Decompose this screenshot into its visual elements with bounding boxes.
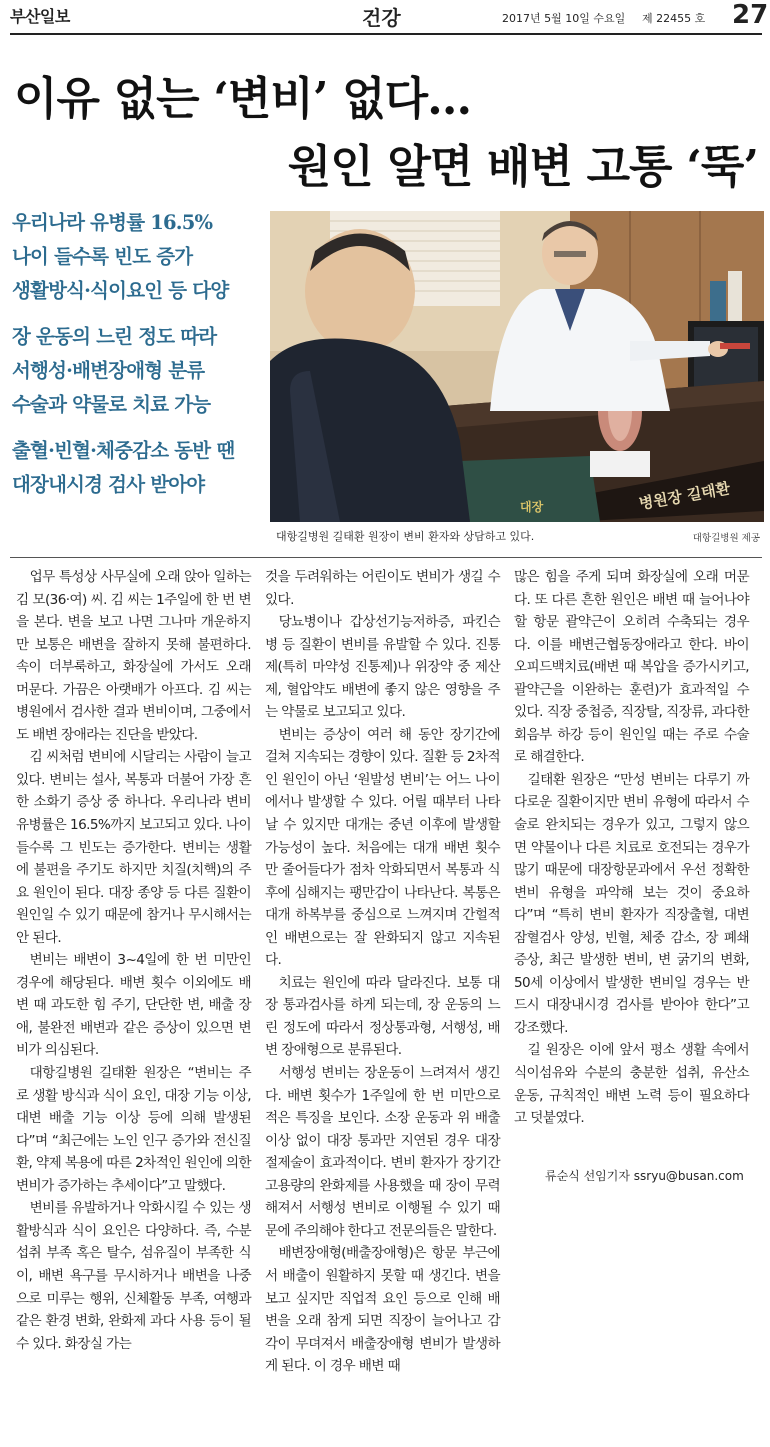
subhead-group bbox=[12, 434, 267, 502]
article-paragraph: 서행성 변비는 장운동이 느려져서 생긴다. 배변 횟수가 1주일에 한 번 미만으로 적은 특징을 보인다. 소장 운동과 위 배출 이상 없이 대장 통과만 지연된 경우 대장절제술이 효과적이다. 변비 환자가 장기간 고용량의 완화제를 사용했을 때 장이 무력해져서 서행성 변비로 이행될 수 있기 때문에 주의해야 한다고 전문의들은 말한다. bbox=[265, 1065, 500, 1239]
article-paragraph: 당뇨병이나 갑상선기능저하증, 파킨슨병 등 질환이 변비를 유발할 수 있다. 진통제(특히 마약성 진통제)나 위장약 중 제산제, 혈압약도 배변에 좋지 않은 영향을 주는 약물로 보고되고 있다. bbox=[265, 614, 500, 721]
headline-line-2: 원인 알면 배변 고통 ‘뚝’ bbox=[287, 140, 758, 193]
header-rule bbox=[10, 33, 762, 35]
article-paragraph: 변비는 배변이 3~4일에 한 번 미만인 경우에 해당된다. 배변 횟수 이외에도 배변 때 과도한 힘 주기, 단단한 변, 배출 장애, 불완전 배변과 같은 증상이 있으면 변비가 의심된다. bbox=[16, 952, 251, 1059]
article-column-2 bbox=[265, 566, 500, 1378]
article-paragraph: 치료는 원인에 따라 달라진다. 보통 대장 통과검사를 하게 되는데, 장 운동의 느린 정도에 따라서 정상통과형, 서행성, 배변 장애형으로 분류된다. bbox=[265, 974, 500, 1059]
issue-number: 제 22455 호 bbox=[642, 12, 706, 25]
article-paragraph: 대항길병원 길태환 원장은 “변비는 주로 생활 방식과 식이 요인, 대장 기능 이상, 대변 배출 기능 이상 등에 의해 발생된다”며 “최근에는 노인 인구 증가와 전신질환, 약제 복용에 따른 2차적인 원인에 의한 변비가 증가하는 추세이다”고 말했다. bbox=[16, 1065, 251, 1194]
article-column-1 bbox=[16, 566, 251, 1355]
paper-name: 부산일보 bbox=[10, 7, 70, 26]
section-rule bbox=[10, 557, 762, 558]
article-paragraph: 변비는 증상이 여러 해 동안 장기간에 걸쳐 지속되는 경향이 있다. 질환 등 2차적인 원인이 아닌 ‘원발성 변비’는 어느 나이에서나 발생할 수 있다. 어릴 때부터 나타날 수 있지만 대개는 중년 이후에 발생할 가능성이 높다. 처음에는 대개 배변 횟수만 줄어들다가 점차 악화되면서 복통과 식후에 심해지는 팽만감이 나타난다. 복통은 대개 하복부를 중심으로 느껴지며 간헐적인 배변으로는 잘 완화되지 않고 지속된다. bbox=[265, 726, 500, 969]
nameplate-text: 병원장 길태환 bbox=[637, 479, 732, 513]
article-paragraph: 김 씨처럼 변비에 시달리는 사람이 늘고 있다. 변비는 설사, 복통과 더불어 가장 흔한 소화기 증상 중 하나다. 우리나라 변비 유병률은 16.5%까지 보고되고 있다. 나이 들수록 그 빈도는 증가한다. 변비는 생활에 불편을 주기도 하지만 치질(치핵)의 주요 원인이 된다. 대장 종양 등 다른 질환이 원인일 수 있기 때문에 참거나 무시해서는 안 된다. bbox=[16, 749, 251, 946]
book-title-text: 대장 bbox=[520, 500, 544, 514]
article-paragraph: 길 원장은 이에 앞서 평소 생활 속에서 식이섬유와 수분의 충분한 섭취, 유산소 운동, 규칙적인 배변 노력 등이 필요하다고 덧붙였다. bbox=[514, 1042, 749, 1127]
subhead-group bbox=[12, 206, 267, 308]
subhead-line: 우리나라 유병률 16.5% bbox=[12, 211, 213, 234]
subhead-line: 장 운동의 느린 정도 따라 bbox=[12, 325, 217, 348]
subhead-line: 수술과 약물로 치료 가능 bbox=[12, 393, 211, 416]
article-paragraph: 업무 특성상 사무실에 오래 앉아 일하는 김 모(36·여) 씨. 김 씨는 1주일에 한 번 변을 본다. 변을 보고 나면 그나마 개운하지만 보통은 배변을 잘하지 못해 불편하다. 속이 더부룩하고, 화장실에 가서도 오래 머문다. 가끔은 아랫배가 아프다. 김 씨는 병원에서 검사한 결과 변비이며, 그중에서도 배변 장애라는 진단을 받았다. bbox=[16, 569, 251, 743]
issue-date: 2017년 5월 10일 수요일 bbox=[502, 12, 626, 25]
subhead-line: 서행성·배변장애형 분류 bbox=[12, 359, 205, 382]
subhead-line: 대장내시경 검사 받아야 bbox=[12, 473, 205, 496]
photo-credit: 대항길병원 제공 bbox=[692, 533, 760, 544]
article-paragraph: 길태환 원장은 “만성 변비는 다루기 까다로운 질환이지만 변비 유형에 따라서 수술로 완치되는 경우가 있고, 그렇지 않으면 약물이나 다른 치료로 호전되는 경우가 많기 때문에 대장항문과에서 우선 정확한 변비 유형을 파악해 보는 것이 중요하다”며 “특히 변비 환자가 직장출혈, 대변잠혈검사 양성, 빈혈, 체중 감소, 장 폐쇄 증상, 최근 발생한 변비, 변 굵기의 변화, 50세 이상에서 발생한 변비일 경우는 반드시 대장내시경 검사를 받아야 한다”고 강조했다. bbox=[514, 771, 749, 1036]
consultation-photo bbox=[270, 211, 764, 522]
photo-caption: 대항길병원 길태환 원장이 변비 환자와 상담하고 있다. bbox=[276, 530, 535, 543]
article-column-3 bbox=[514, 566, 749, 1130]
headline-line-1: 이유 없는 ‘변비’ 없다… bbox=[14, 72, 472, 125]
byline: 류순식 선임기자 ssryu@busan.com bbox=[545, 1169, 744, 1183]
article-paragraph: 변비를 유발하거나 악화시킬 수 있는 생활방식과 식이 요인은 다양하다. 즉, 수분 섭취 부족 혹은 탈수, 섬유질이 부족한 식이, 배변 욕구를 무시하거나 배변을 나중으로 미루는 행위, 신체활동 부족, 여행과 같은 환경 변화, 완화제 과다 사용 등이 될 수 있다. 화장실 가는 bbox=[16, 1200, 251, 1352]
subhead-line: 출혈·빈혈·체중감소 동반 땐 bbox=[12, 439, 235, 462]
section-name: 건강 bbox=[362, 6, 401, 30]
masthead bbox=[0, 0, 770, 34]
article-paragraph: 배변장애형(배출장애형)은 항문 부근에서 배출이 원활하지 못할 때 생긴다. 변을 보고 싶지만 직업적 요인 등으로 인해 배변을 오래 참게 되면 직장이 늘어나고 감각이 무뎌져서 배출장애형 변비가 발생하게 된다. 이 경우 배변 때 bbox=[265, 1245, 500, 1375]
article-paragraph: 많은 힘을 주게 되며 화장실에 오래 머문다. 또 다른 흔한 원인은 배변 때 늘어나야 할 항문 괄약근이 오히려 수축되는 경우다. 이를 배변근협동장애라고 한다. 바이오피드백치료(배변 때 복압을 증가시키고, 괄약근을 이완하는 훈련)가 효과적일 수 있다. 직장 중첩증, 직장탈, 직장류, 과다한 회음부 하강 등이 원인일 때는 주로 수술로 해결한다. bbox=[514, 569, 749, 766]
subhead-line: 나이 들수록 빈도 증가 bbox=[12, 245, 193, 268]
article-paragraph: 것을 두려워하는 어린이도 변비가 생길 수 있다. bbox=[265, 569, 500, 608]
subhead-group bbox=[12, 320, 267, 422]
page-number: 27 bbox=[732, 0, 769, 30]
subhead-line: 생활방식·식이요인 등 다양 bbox=[12, 279, 229, 302]
subheads bbox=[12, 206, 267, 514]
